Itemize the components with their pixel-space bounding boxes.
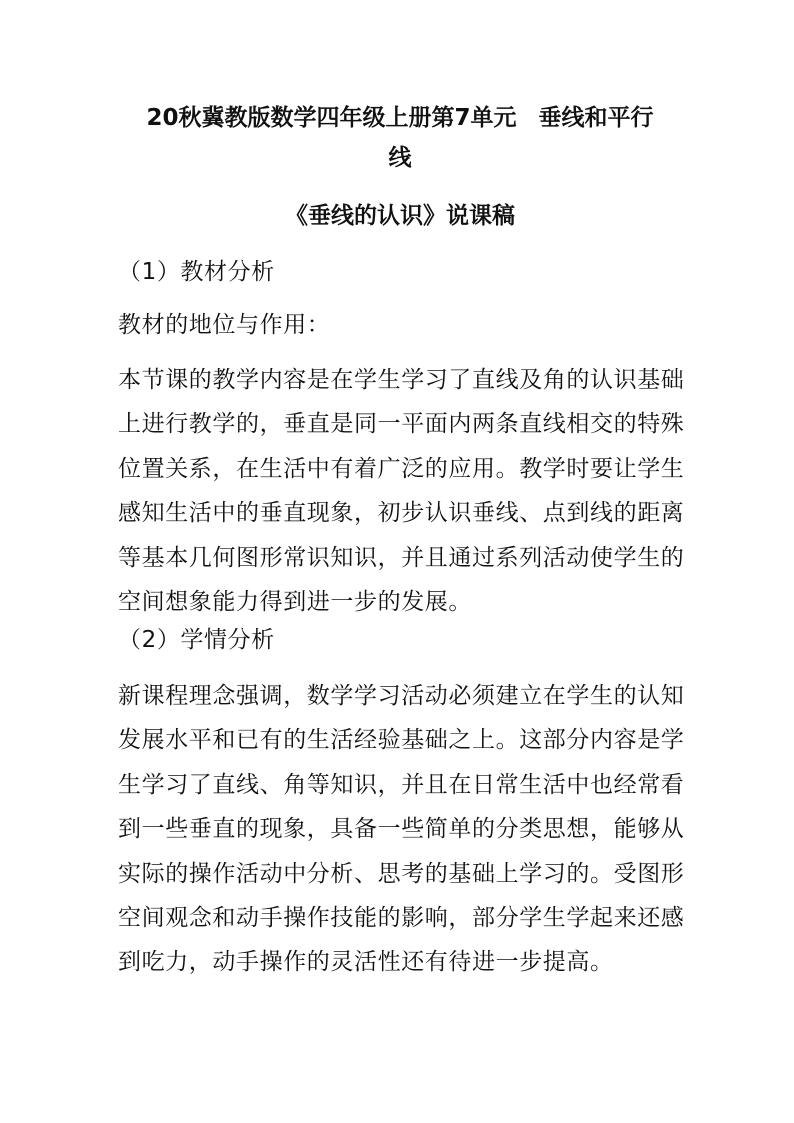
title-part-1: 20秋冀教版数学四年级上册第7单元 [146,105,517,131]
title-part-3: 线 [388,145,412,171]
title-part-2: 垂线和平行 [538,105,654,131]
section-2-heading: （2）学情分析 [118,627,275,653]
document-subtitle: 《垂线的认识》说课稿 [285,203,515,229]
section-1-paragraph: 本节课的教学内容是在学生学习了直线及角的认识基础上进行教学的，垂直是同一平面内两条直线相交的特殊位置关系，在生活中有着广泛的应用。教学时要让学生感知生活中的垂直现象，初步认识垂线、点到线的距离等基本几何图形常识知识，并且通过系列活动使学生的空间想象能力得到进一步的发展。 [118,367,685,616]
document-title [100,98,700,178]
section-1-label: 教材的地位与作用： [118,312,331,338]
title-line-1 [100,98,700,138]
section-2-paragraph: 新课程理念强调，数学学习活动必须建立在学生的认知发展水平和已有的生活经验基础之上。这部分内容是学生学习了直线、角等知识，并且在日常生活中也经常看到一些垂直的现象，具备一些简单的分类思想，能够从实际的操作活动中分析、思考的基础上学习的。受图形空间观念和动手操作技能的影响，部分学生学起来还感到吃力，动手操作的灵活性还有待进一步提高。 [118,683,685,976]
section-1-heading: （1）教材分析 [118,259,275,285]
